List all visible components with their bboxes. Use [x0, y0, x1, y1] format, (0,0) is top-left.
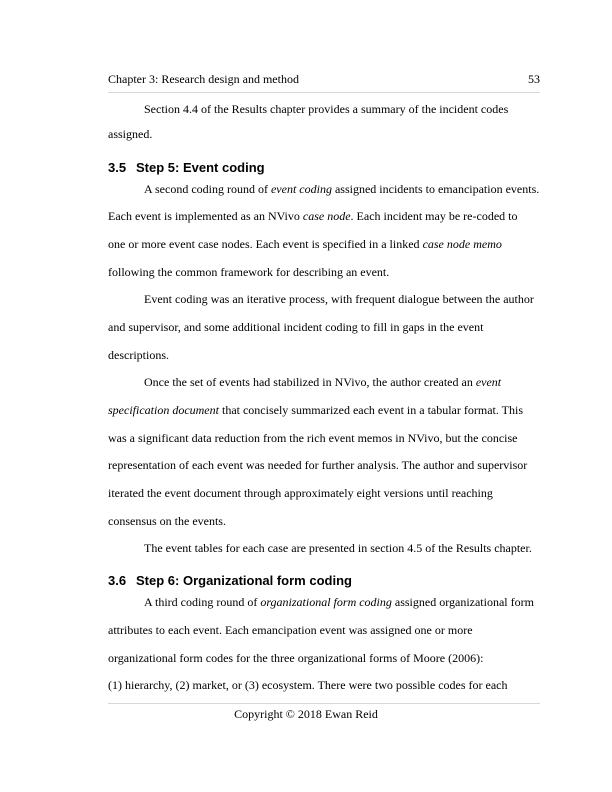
text-line: was a significant data reduction from the rich event memos in NVivo, but the concise — [108, 431, 518, 445]
header-rule — [108, 92, 540, 93]
text-line: Section 4.4 of the Results chapter provides a summary of the incident codes — [144, 102, 509, 116]
section-title: Step 5: Event coding — [136, 160, 265, 175]
copyright-notice: Copyright © 2018 Ewan Reid — [234, 707, 378, 721]
section-heading-3-6 — [108, 573, 352, 589]
text-line: A second coding round of event coding assigned incidents to emancipation events. — [144, 182, 540, 196]
text-line: assigned. — [108, 127, 153, 141]
page-header — [108, 72, 540, 88]
section-title: Step 6: Organizational form coding — [136, 573, 352, 588]
page-number: 53 — [528, 72, 540, 86]
text-line: consensus on the events. — [108, 514, 226, 528]
text-line: The event tables for each case are presented in section 4.5 of the Results chapter. — [144, 541, 532, 555]
text-line: Event coding was an iterative process, with frequent dialogue between the author — [144, 292, 534, 306]
section-number: 3.5 — [108, 160, 127, 175]
text-line: descriptions. — [108, 348, 169, 362]
text-line: and supervisor, and some additional incident coding to fill in gaps in the event — [108, 320, 484, 334]
text-line: Each event is implemented as an NVivo case node. Each incident may be re-coded to — [108, 209, 518, 223]
text-line: (1) hierarchy, (2) market, or (3) ecosystem. There were two possible codes for each — [108, 678, 508, 692]
text-line: attributes to each event. Each emancipation event was assigned one or more — [108, 623, 473, 637]
section-number: 3.6 — [108, 573, 127, 588]
page-footer — [0, 706, 612, 722]
text-line: A third coding round of organizational form coding assigned organizational form — [144, 595, 534, 609]
text-line: iterated the event document through approximately eight versions until reaching — [108, 486, 493, 500]
text-line: organizational form codes for the three organizational forms of Moore (2006): — [108, 651, 484, 665]
section-heading-3-5 — [108, 160, 265, 176]
text-line: one or more event case nodes. Each event is specified in a linked case node memo — [108, 237, 502, 251]
text-line: following the common framework for describing an event. — [108, 265, 390, 279]
chapter-title: Chapter 3: Research design and method — [108, 72, 299, 86]
footer-rule — [108, 703, 540, 704]
text-line: Once the set of events had stabilized in NVivo, the author created an event — [144, 375, 502, 389]
text-line: representation of each event was needed for further analysis. The author and supervisor — [108, 458, 528, 472]
text-line: specification document that concisely summarized each event in a tabular format. This — [108, 403, 523, 417]
